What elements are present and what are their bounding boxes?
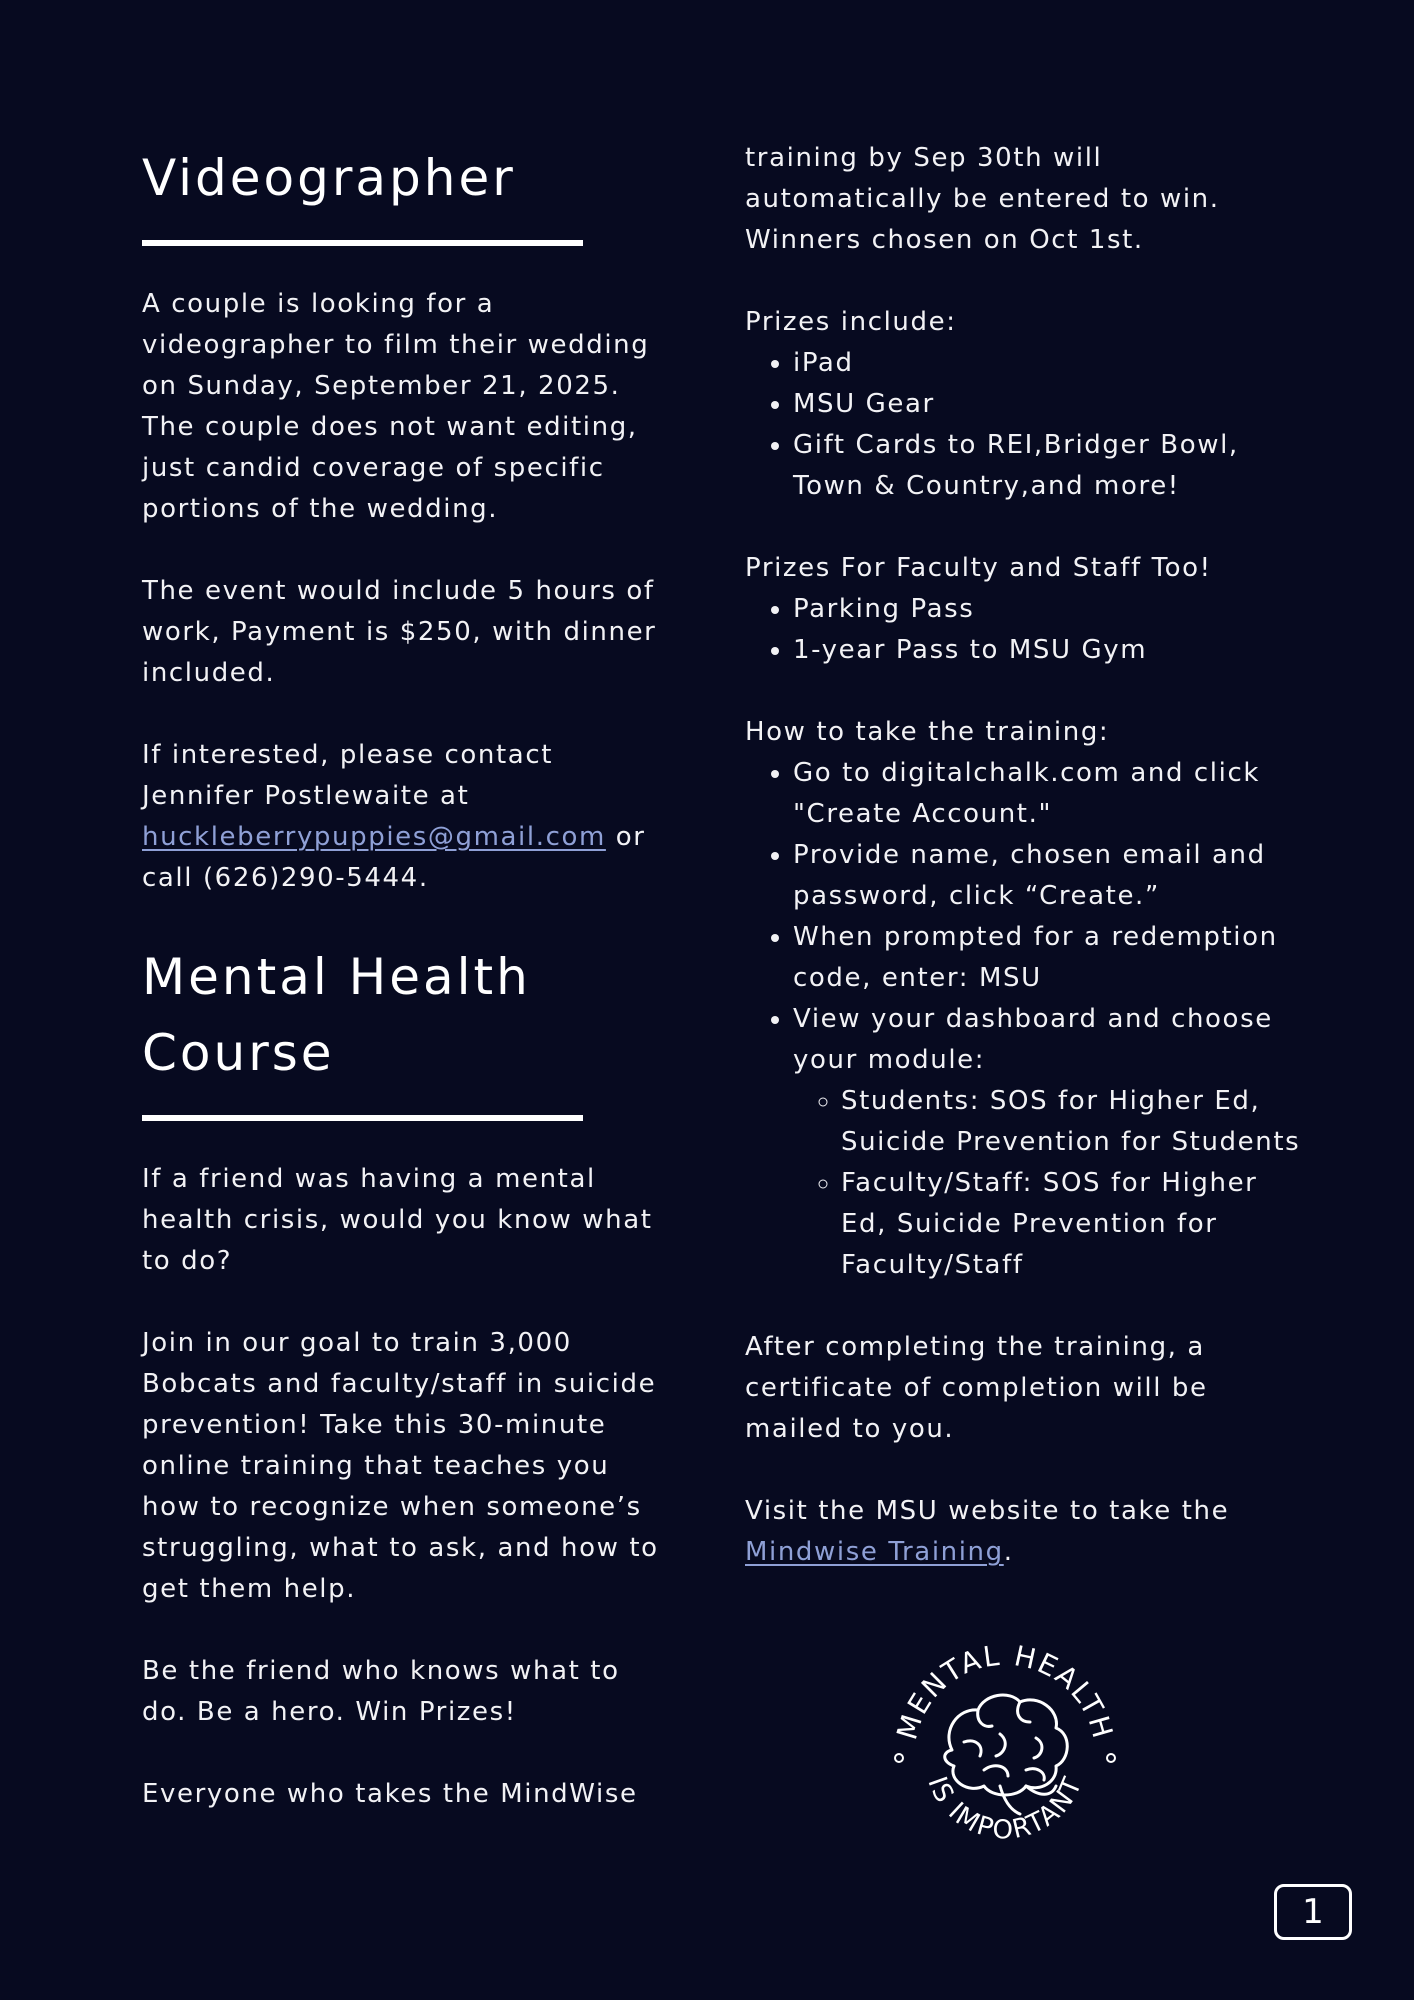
module-item: ◦ Students: SOS for Higher Ed, Suicide Prevention for Students xyxy=(841,1081,1305,1163)
list-item: • Parking Pass xyxy=(793,589,1305,630)
howto-heading: How to take the training: xyxy=(745,717,1110,747)
staff-prizes-heading: Prizes For Faculty and Staff Too! xyxy=(745,553,1212,583)
videographer-paragraph-1: A couple is looking for a videographer to film their wedding on Sunday, September 21, 2025. The couple does not want editing, just candid coverage of specific portions of the wedding. xyxy=(142,289,650,524)
dot-icon xyxy=(895,1754,903,1762)
module-item: ◦ Faculty/Staff: SOS for Higher Ed, Suicide Prevention for Faculty/Staff xyxy=(841,1163,1305,1286)
visit-prefix: Visit the MSU website to take the xyxy=(745,1496,1230,1526)
logo-bottom-text: IS IMPORTANT xyxy=(921,1771,1089,1846)
contact-suffix: or call (626)290-5444. xyxy=(142,822,646,893)
list-item-text: View your dashboard and choose your module: xyxy=(793,1004,1273,1075)
howto-section xyxy=(745,712,1305,1286)
list-item xyxy=(793,999,1305,1286)
logo-top-text: MENTAL HEALTH xyxy=(890,1638,1120,1744)
certificate-paragraph: After completing the training, a certificate of completion will be mailed to you. xyxy=(745,1332,1208,1444)
list-item: • Go to digitalchalk.com and click "Create Account." xyxy=(793,753,1305,835)
right-column xyxy=(745,138,1305,1614)
list-item: • Provide name, chosen email and password, click “Create.” xyxy=(793,835,1305,917)
staff-prizes-list xyxy=(745,589,1305,671)
page-number-badge: 1 xyxy=(1274,1884,1352,1940)
mental-health-heading: Mental Health Course xyxy=(142,948,531,1082)
videographer-heading: Videographer xyxy=(142,149,516,207)
list-item: • When prompted for a redemption code, enter: MSU xyxy=(793,917,1305,999)
mindwise-training-link[interactable]: Mindwise Training xyxy=(745,1537,1004,1567)
videographer-contact-paragraph xyxy=(142,735,672,899)
list-item: • 1-year Pass to MSU Gym xyxy=(793,630,1305,671)
contact-email-link[interactable]: huckleberrypuppies@gmail.com xyxy=(142,822,606,852)
modules-list xyxy=(793,1081,1305,1286)
mental-health-paragraph-1: If a friend was having a mental health crisis, would you know what to do? xyxy=(142,1164,653,1276)
contact-prefix: If interested, please contact Jennifer Postlewaite at xyxy=(142,740,554,811)
heading-divider xyxy=(142,240,583,246)
prizes-section xyxy=(745,302,1305,507)
mental-health-paragraph-4: Everyone who takes the MindWise xyxy=(142,1779,638,1809)
visit-paragraph xyxy=(745,1491,1305,1573)
continuation-paragraph: training by Sep 30th will automatically be entered to win. Winners chosen on Oct 1st. xyxy=(745,143,1220,255)
prizes-list xyxy=(745,343,1305,507)
staff-prizes-section xyxy=(745,548,1305,671)
prizes-heading: Prizes include: xyxy=(745,307,957,337)
dot-icon xyxy=(1107,1754,1115,1762)
heading-divider xyxy=(142,1115,583,1121)
mental-health-paragraph-3: Be the friend who knows what to do. Be a hero. Win Prizes! xyxy=(142,1656,620,1727)
videographer-paragraph-2: The event would include 5 hours of work, Payment is $250, with dinner included. xyxy=(142,576,657,688)
list-item: • iPad xyxy=(793,343,1305,384)
list-item: • Gift Cards to REI,Bridger Bowl, Town & Country,and more! xyxy=(793,425,1305,507)
mental-health-paragraph-2: Join in our goal to train 3,000 Bobcats and faculty/staff in suicide prevention! Take this 30-minute online training that teaches you how to recognize when someone’s struggling, what to ask, and how to get them help. xyxy=(142,1328,659,1604)
list-item: • MSU Gear xyxy=(793,384,1305,425)
howto-list xyxy=(745,753,1305,1286)
visit-suffix: . xyxy=(1003,1537,1014,1567)
mental-health-logo xyxy=(880,1630,1130,1880)
left-column xyxy=(142,140,672,1856)
